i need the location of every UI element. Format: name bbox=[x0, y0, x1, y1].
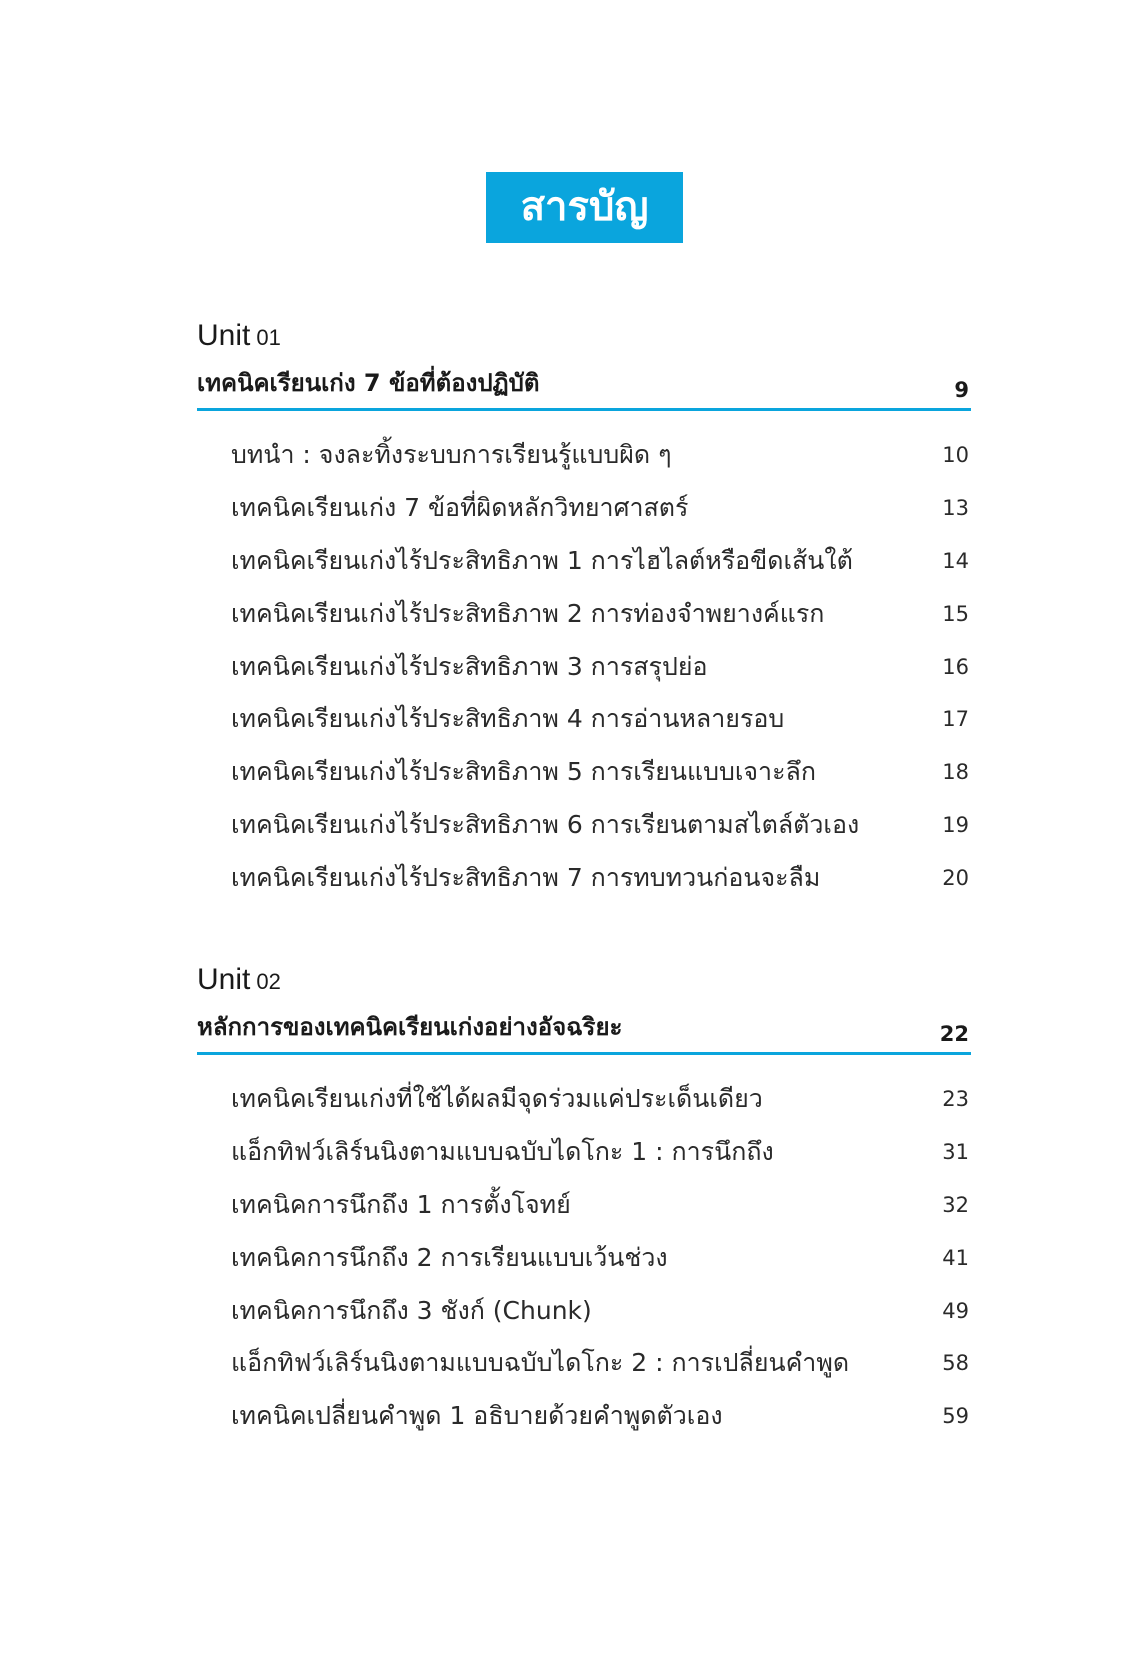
toc-entry-title: เทคนิคเรียนเก่งไร้ประสิทธิภาพ 3 การสรุปย่อ bbox=[231, 651, 708, 681]
toc-entry[interactable] bbox=[197, 482, 971, 535]
toc-entry-page: 13 bbox=[942, 496, 969, 521]
toc-entry-page: 18 bbox=[942, 760, 969, 785]
toc-entry-page: 15 bbox=[942, 601, 969, 626]
unit-number: 02 bbox=[256, 969, 281, 994]
toc-list bbox=[197, 1073, 971, 1443]
toc-entry-page: 16 bbox=[942, 654, 969, 679]
heading-divider bbox=[197, 408, 971, 411]
toc-entry[interactable] bbox=[197, 851, 971, 904]
toc-entry-title: เทคนิคเรียนเก่งไร้ประสิทธิภาพ 2 การท่องจำพยางค์แรก bbox=[231, 598, 825, 628]
toc-entry-title: เทคนิคเปลี่ยนคำพูด 1 อธิบายด้วยคำพูดตัวเอง bbox=[231, 1401, 723, 1431]
toc-title: สารบัญ bbox=[486, 172, 683, 243]
toc-entry-title: เทคนิคเรียนเก่งไร้ประสิทธิภาพ 6 การเรียนตามสไตล์ตัวเอง bbox=[231, 809, 860, 839]
toc-entry-page: 41 bbox=[942, 1245, 969, 1270]
unit-label bbox=[197, 960, 971, 1000]
toc-entry[interactable] bbox=[197, 1231, 971, 1284]
unit-label-text: Unit bbox=[197, 963, 251, 996]
toc-entry-page: 49 bbox=[942, 1298, 969, 1323]
toc-entry-title: เทคนิคเรียนเก่งไร้ประสิทธิภาพ 5 การเรียนแบบเจาะลึก bbox=[231, 757, 816, 787]
toc-entry-page: 58 bbox=[942, 1351, 969, 1376]
toc-entry-title: เทคนิคเรียนเก่งไร้ประสิทธิภาพ 4 การอ่านหลายรอบ bbox=[231, 704, 785, 734]
toc-entry-page: 31 bbox=[942, 1140, 969, 1165]
unit-heading-text: เทคนิคเรียนเก่ง 7 ข้อที่ต้องปฏิบัติ bbox=[197, 369, 540, 397]
toc-entry-title: แอ็กทิฟว์เลิร์นนิงตามแบบฉบับไดโกะ 1 : การนึกถึง bbox=[231, 1137, 774, 1167]
toc-entry[interactable] bbox=[197, 1073, 971, 1126]
toc-entry[interactable] bbox=[197, 429, 971, 482]
unit-heading-page: 9 bbox=[954, 378, 969, 402]
toc-entry[interactable] bbox=[197, 1390, 971, 1443]
toc-entry-page: 59 bbox=[942, 1404, 969, 1429]
toc-entry[interactable] bbox=[197, 1179, 971, 1232]
toc-entry-page: 32 bbox=[942, 1192, 969, 1217]
toc-list bbox=[197, 429, 971, 904]
toc-entry-title: แอ็กทิฟว์เลิร์นนิงตามแบบฉบับไดโกะ 2 : การเปลี่ยนคำพูด bbox=[231, 1348, 850, 1378]
toc-entry-page: 17 bbox=[942, 707, 969, 732]
unit-01-section bbox=[197, 316, 971, 904]
toc-entry[interactable] bbox=[197, 693, 971, 746]
toc-entry-title: บทนำ : จงละทิ้งระบบการเรียนรู้แบบผิด ๆ bbox=[231, 440, 672, 470]
toc-entry-title: เทคนิคเรียนเก่งที่ใช้ได้ผลมีจุดร่วมแค่ประเด็นเดียว bbox=[231, 1084, 763, 1114]
toc-entry[interactable] bbox=[197, 1126, 971, 1179]
toc-entry-title: เทคนิคการนึกถึง 2 การเรียนแบบเว้นช่วง bbox=[231, 1242, 668, 1272]
toc-entry[interactable] bbox=[197, 640, 971, 693]
unit-label-text: Unit bbox=[197, 319, 251, 352]
toc-entry-page: 10 bbox=[942, 443, 969, 468]
toc-entry-title: เทคนิคการนึกถึง 3 ชังก์ (Chunk) bbox=[231, 1295, 592, 1325]
toc-entry[interactable] bbox=[197, 1284, 971, 1337]
toc-entry-title: เทคนิคเรียนเก่งไร้ประสิทธิภาพ 7 การทบทวนก่อนจะลืม bbox=[231, 862, 821, 892]
unit-02-section bbox=[197, 960, 971, 1443]
toc-entry-page: 19 bbox=[942, 812, 969, 837]
toc-entry-title: เทคนิคเรียนเก่ง 7 ข้อที่ผิดหลักวิทยาศาสตร์ bbox=[231, 493, 689, 523]
unit-heading-page: 22 bbox=[939, 1022, 969, 1046]
toc-entry-page: 23 bbox=[942, 1087, 969, 1112]
unit-heading[interactable] bbox=[197, 1008, 971, 1046]
toc-entry-title: เทคนิคการนึกถึง 1 การตั้งโจทย์ bbox=[231, 1189, 571, 1219]
toc-entry-page: 14 bbox=[942, 548, 969, 573]
toc-entry[interactable] bbox=[197, 587, 971, 640]
toc-entry[interactable] bbox=[197, 799, 971, 852]
toc-entry-title: เทคนิคเรียนเก่งไร้ประสิทธิภาพ 1 การไฮไลต์หรือขีดเส้นใต้ bbox=[231, 545, 853, 575]
unit-number: 01 bbox=[256, 325, 281, 350]
toc-entry[interactable] bbox=[197, 746, 971, 799]
unit-heading[interactable] bbox=[197, 364, 971, 402]
toc-entry[interactable] bbox=[197, 1337, 971, 1390]
heading-divider bbox=[197, 1052, 971, 1055]
unit-heading-text: หลักการของเทคนิคเรียนเก่งอย่างอัจฉริยะ bbox=[197, 1013, 623, 1041]
unit-label bbox=[197, 316, 971, 356]
toc-entry-page: 20 bbox=[942, 865, 969, 890]
toc-entry[interactable] bbox=[197, 535, 971, 588]
